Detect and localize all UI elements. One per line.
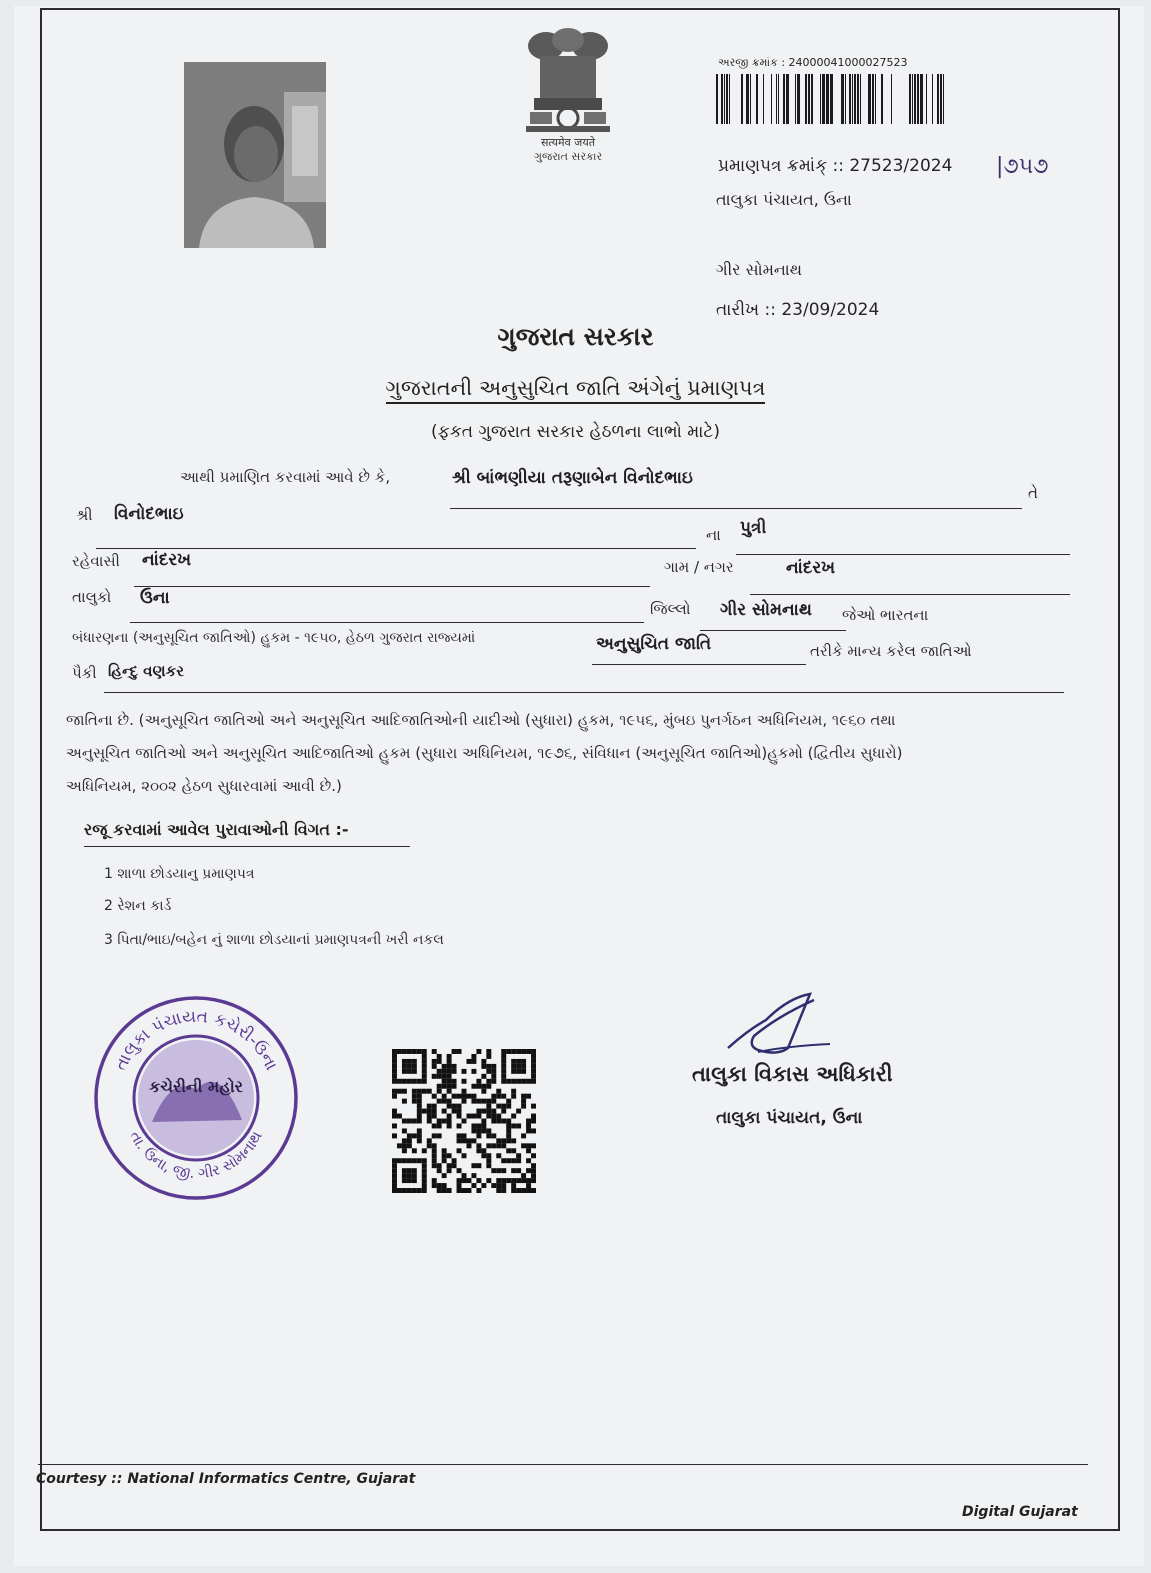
taluka-line xyxy=(130,622,644,623)
certificate-number xyxy=(718,156,952,176)
legal-paragraph-line-3: અધિનિયમ, ૨૦૦૨ હેઠળ સુધારવામાં આવી છે.) xyxy=(66,777,342,795)
document-item: 3 પિતા/ભાઇ/બહેન નું શાળા છોડયાનાં પ્રમાણપત્રની ખરી નકલ xyxy=(104,932,444,948)
applicant-photo xyxy=(184,62,326,248)
caste-line xyxy=(104,692,1064,693)
applicant-name: શ્રી બાંભણીયા તરૂણાબેન વિનોદભાઇ xyxy=(452,468,693,488)
national-emblem-icon xyxy=(516,26,620,136)
footer-divider xyxy=(38,1464,1088,1465)
te-text: તે xyxy=(1028,484,1038,502)
taluka-label: તાલુકો xyxy=(72,588,112,606)
signatory-title: તાલુકા વિકાસ અધિકારી xyxy=(692,1062,893,1086)
seal-center-text: કચેરીની મહોર xyxy=(149,1077,243,1096)
recognised-text: તરીકે માન્ય કરેલ જાતિઓ xyxy=(810,642,972,660)
signature-icon xyxy=(718,990,848,1060)
document-item: 2 રેશન કાર્ડ xyxy=(104,898,172,914)
certificate-number-label: પ્રમાણપત્ર ક્રમાંક્ :: xyxy=(718,156,844,176)
digital-gujarat-text: Digital Gujarat xyxy=(962,1504,1078,1520)
application-number: અરજી ક્રમાંક : 24000041000027523 xyxy=(718,56,908,69)
paiki-text: પૈકી xyxy=(72,664,97,682)
courtesy-text: Courtesy :: National Informatics Centre, Gujarat xyxy=(36,1471,416,1487)
certificate-title-text: ગુજરાતની અનુસુચિત જાતિ અંગેનું પ્રમાણપત્ર xyxy=(386,376,766,404)
taluka-value: ઉના xyxy=(140,588,170,608)
relation-line xyxy=(736,554,1070,555)
certificate-date xyxy=(716,300,879,320)
seal-ring-text: તાલુકા પંચાયત કચેરી-ઉના xyxy=(110,1006,282,1074)
office-name: તાલુકા પંચાયત, ઉના xyxy=(716,190,852,209)
village-line xyxy=(750,594,1070,595)
resident-label: રહેવાસી xyxy=(72,552,120,570)
jeo-text: જેઓ ભારતના xyxy=(842,606,929,624)
legal-paragraph xyxy=(66,704,1056,803)
certificate-number-value: 27523/2024 xyxy=(849,156,953,176)
category-line xyxy=(592,664,806,665)
qr-code-icon xyxy=(392,1048,536,1194)
signatory-office: તાલુકા પંચાયત, ઉના xyxy=(716,1108,863,1128)
legal-paragraph-line-1: જાતિના છે. (અનુસૂચિત જાતિઓ અને અનુસૂચિત આદિજાતિઓની યાદીઓ (સુધારા) હુકમ, ૧૯૫૬, મુંબઇ પુનર્ગઠન અધિનિયમ, ૧૯૬૦ તથા xyxy=(66,711,896,729)
emblem-government: ગુજરાત સરકાર xyxy=(533,150,603,163)
relation-value: પુત્રી xyxy=(740,518,767,538)
legal-paragraph-line-2: અનુસૂચિત જાતિઓ અને અનુસૂચિત આદિજાતિઓ હુકમ (સુધારા અધિનિયમ, ૧૯૭૬, સંવિધાન (અનુસૂચિત જાતિઓ)હુકમો (દ્વિતીય સુધારો) xyxy=(66,744,903,762)
office-seal xyxy=(92,994,300,1202)
shri-text: શ્રી xyxy=(76,506,93,524)
na-text: ના xyxy=(706,526,721,544)
jillo-line xyxy=(700,630,846,631)
jillo-label: જિલ્લો xyxy=(650,600,691,618)
father-name: વિનોદભાઇ xyxy=(114,504,184,524)
resident-value: નાંદરખ xyxy=(142,550,192,570)
jillo-value: ગીર સોમનાથ xyxy=(720,600,812,620)
certificate-title xyxy=(0,376,1151,401)
date-label: તારીખ :: xyxy=(716,300,776,320)
certify-text: આથી પ્રમાણિત કરવામાં આવે છે કે, xyxy=(180,468,391,486)
government-title: ગુજરાત સરકાર xyxy=(497,322,654,351)
document-item: 1 શાળા છોડયાનુ પ્રમાણપત્ર xyxy=(104,866,255,882)
barcode-icon xyxy=(716,74,946,124)
applicant-name-line xyxy=(450,508,1022,509)
emblem-motto: सत्यमेव जयते xyxy=(540,136,595,149)
seal-bottom-text: તા. ઉના, જી. ગીર સોમનાથ xyxy=(126,1128,266,1183)
father-name-line xyxy=(96,548,696,549)
resident-line xyxy=(134,586,650,587)
village-value: નાંદરખ xyxy=(786,558,836,578)
handwritten-number: |૭૫૭ xyxy=(996,154,1049,179)
emblem-caption xyxy=(500,136,636,164)
caste-value: હિન્દુ વણકર xyxy=(108,662,184,680)
constitution-text: બંધારણના (અનુસૂચિત જાતિઓ) હુકમ - ૧૯૫૦, હેઠળ ગુજરાત રાજ્યમાં xyxy=(72,630,476,646)
village-label: ગામ / નગર xyxy=(664,558,734,576)
district-name: ગીર સોમનાથ xyxy=(716,260,802,279)
purpose-subtitle: (ફકત ગુજરાત સરકાર હેઠળના લાભો માટે) xyxy=(431,422,720,442)
date-value: 23/09/2024 xyxy=(781,300,880,320)
category-value: અનુસુચિત જાતિ xyxy=(596,634,712,654)
documents-heading: રજૂ કરવામાં આવેલ પુરાવાઓની વિગત :- xyxy=(84,820,410,847)
